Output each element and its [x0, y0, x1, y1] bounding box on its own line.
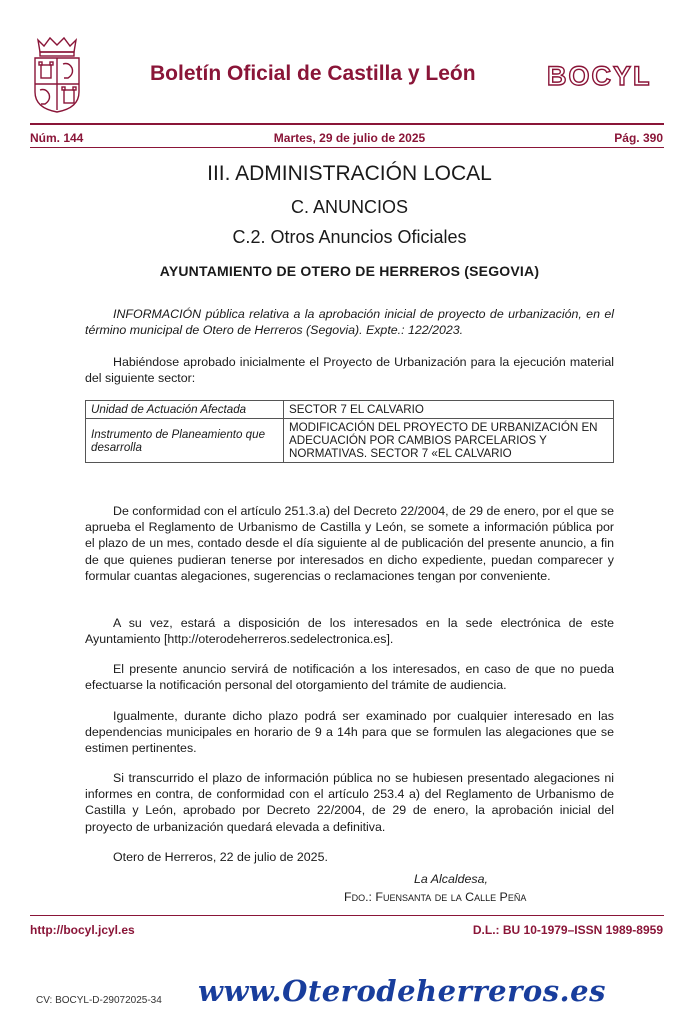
page-number: Pág. 390 [614, 131, 663, 145]
body-paragraph-5: Igualmente, durante dicho plazo podrá ser examinado por cualquier interesado en las dependencias municipales en horario de 9 a 14h para que se formulen las alegaciones que se estimen pertinentes. [85, 709, 614, 756]
bocyl-logo-text: BOCYL [547, 61, 652, 90]
bulletin-title: Boletín Oficial de Castilla y León [150, 62, 476, 85]
issue-date: Martes, 29 de julio de 2025 [273, 131, 426, 145]
header-rule [30, 123, 664, 125]
legal-deposit: D.L.: BU 10-1979–ISSN 1989-8959 [472, 923, 663, 937]
body-paragraph-2: De conformidad con el artículo 251.3.a) del Decreto 22/2004, de 29 de enero, por el que se aprueba el Reglamento de Urbanismo de Castilla y León, se somete a información pública por el plazo de un mes, contado desde el día siguiente al de publicación del presente anuncio, a fin de que quienes pudieran tenerse por interesados en dicho expediente, puedan comparecer y formular cuantas alegaciones, sugerencias o reclamaciones tengan por conveniente. [85, 504, 614, 583]
verification-code: CV: BOCYL-D-29072025-34 [36, 995, 162, 1006]
table-value: SECTOR 7 EL CALVARIO [284, 401, 614, 419]
table-row [86, 419, 614, 463]
body-paragraph-1: Habiéndose aprobado inicialmente el Proyecto de Urbanización para la ejecución material del siguiente sector: [85, 355, 614, 386]
table-row [86, 401, 614, 419]
header-rule-bottom [30, 147, 664, 148]
section-subsubtitle: C.2. Otros Anuncios Oficiales [232, 227, 467, 247]
castilla-leon-crest-icon [30, 34, 84, 114]
signature-role: La Alcaldesa, [414, 872, 488, 886]
section-title: III. ADMINISTRACIÓN LOCAL [207, 162, 492, 185]
bocyl-logo [545, 60, 665, 90]
place-date: Otero de Herreros, 22 de julio de 2025. [113, 850, 328, 864]
table-key: Unidad de Actuación Afectada [86, 401, 284, 419]
body-paragraph-3: A su vez, estará a disposición de los interesados en la sede electrónica de este Ayuntamiento [http://oterodeherreros.sedelectronica.es]. [85, 616, 614, 647]
sector-table [85, 400, 614, 463]
table-value: MODIFICACIÓN DEL PROYECTO DE URBANIZACIÓN EN ADECUACIÓN POR CAMBIOS PARCELARIOS Y NORMATIVAS. SECTOR 7 «EL CALVARIO [284, 419, 614, 463]
section-subtitle: C. ANUNCIOS [290, 197, 409, 217]
footer-rule [30, 915, 664, 916]
intro-paragraph: INFORMACIÓN pública relativa a la aprobación inicial de proyecto de urbanización, en el término municipal de Otero de Herreros (Segovia). Expte.: 122/2023. [85, 307, 614, 338]
watermark-text: www.Oterodeherreros.es [198, 974, 606, 1008]
bocyl-url-link[interactable]: http://bocyl.jcyl.es [30, 923, 135, 937]
body-paragraph-6: Si transcurrido el plazo de información pública no se hubiesen presentado alegaciones ni informes en contra, de conformidad con el artículo 253.4 a) del Reglamento de Urbanismo de Castilla y León, aprobado por Decreto 22/2004, de 29 de enero, la aprobación inicial del proyecto de urbanización quedará elevada a definitiva. [85, 771, 614, 834]
table-key: Instrumento de Planeamiento que desarrolla [86, 419, 284, 463]
body-paragraph-4: El presente anuncio servirá de notificación a los interesados, en caso de que no pueda efectuarse la notificación personal del otorgamiento del trámite de audiencia. [85, 662, 614, 693]
issue-number: Núm. 144 [30, 131, 84, 145]
signature-name: Fdo.: Fuensanta de la Calle Peña [344, 890, 527, 904]
entity-heading: AYUNTAMIENTO DE OTERO DE HERREROS (SEGOVIA) [159, 263, 540, 279]
